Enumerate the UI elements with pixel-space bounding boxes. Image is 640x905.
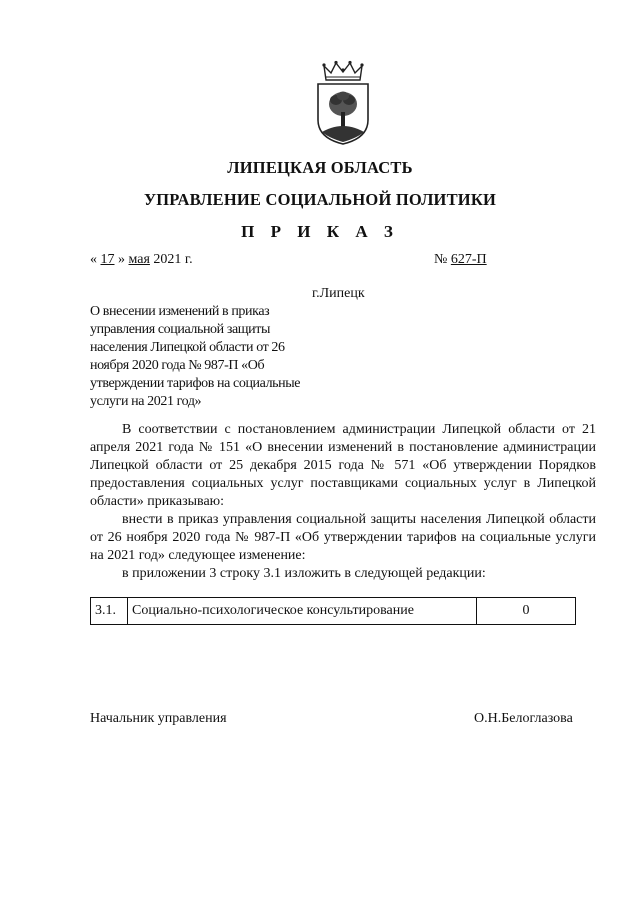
number-value: 627-П xyxy=(450,252,487,267)
table-cell-service: Социально-психологическое консультирование xyxy=(128,598,477,625)
document-number xyxy=(434,252,487,268)
document-type-title: П Р И К А З xyxy=(241,222,399,241)
signature-position: Начальник управления xyxy=(90,711,227,726)
body-paragraph-3: в приложении 3 строку 3.1 изложить в следующей редакции: xyxy=(122,566,486,581)
date-day: 17 xyxy=(100,252,115,267)
date-month: мая xyxy=(128,252,150,267)
table-cell-value: 0 xyxy=(477,598,576,625)
date-open-quote: « xyxy=(90,252,97,267)
coat-of-arms-icon xyxy=(312,60,374,146)
number-prefix: № xyxy=(434,252,448,267)
body-paragraph-1: В соответствии с постановлением администрации Липецкой области от 21 апреля 2021 года № 151 «О внесении изменений в постановление администрации Липецкой области от 25 декабря 2015 года № 571 «Об утверждении Порядков предоставления социальных услуг поставщиками социальных услуг в Липецкой области» приказываю: xyxy=(90,422,596,509)
document-date xyxy=(90,252,193,268)
document-subject: О внесении изменений в приказ управления социальной защиты населения Липецкой области от 26 ноября 2020 года № 987-П «Об утверждении тарифов на социальные услуги на 2021 год» xyxy=(90,304,301,409)
date-close-quote: » xyxy=(118,252,125,267)
department-title: УПРАВЛЕНИЕ СОЦИАЛЬНОЙ ПОЛИТИКИ xyxy=(143,190,497,209)
signature-name: О.Н.Белоглазова xyxy=(474,711,573,726)
body-paragraph-2: внести в приказ управления социальной защиты населения Липецкой области от 26 ноября 2020 года № 987-П «Об утверждении тарифов на социальные услуги на 2021 год» следующее изменение: xyxy=(90,512,596,563)
tariff-table xyxy=(90,597,576,625)
table-row xyxy=(91,598,576,625)
city-name: г.Липецк xyxy=(312,286,365,301)
table-cell-number: 3.1. xyxy=(91,598,128,625)
region-title: ЛИПЕЦКАЯ ОБЛАСТЬ xyxy=(227,158,413,177)
date-year: 2021 г. xyxy=(153,252,193,267)
